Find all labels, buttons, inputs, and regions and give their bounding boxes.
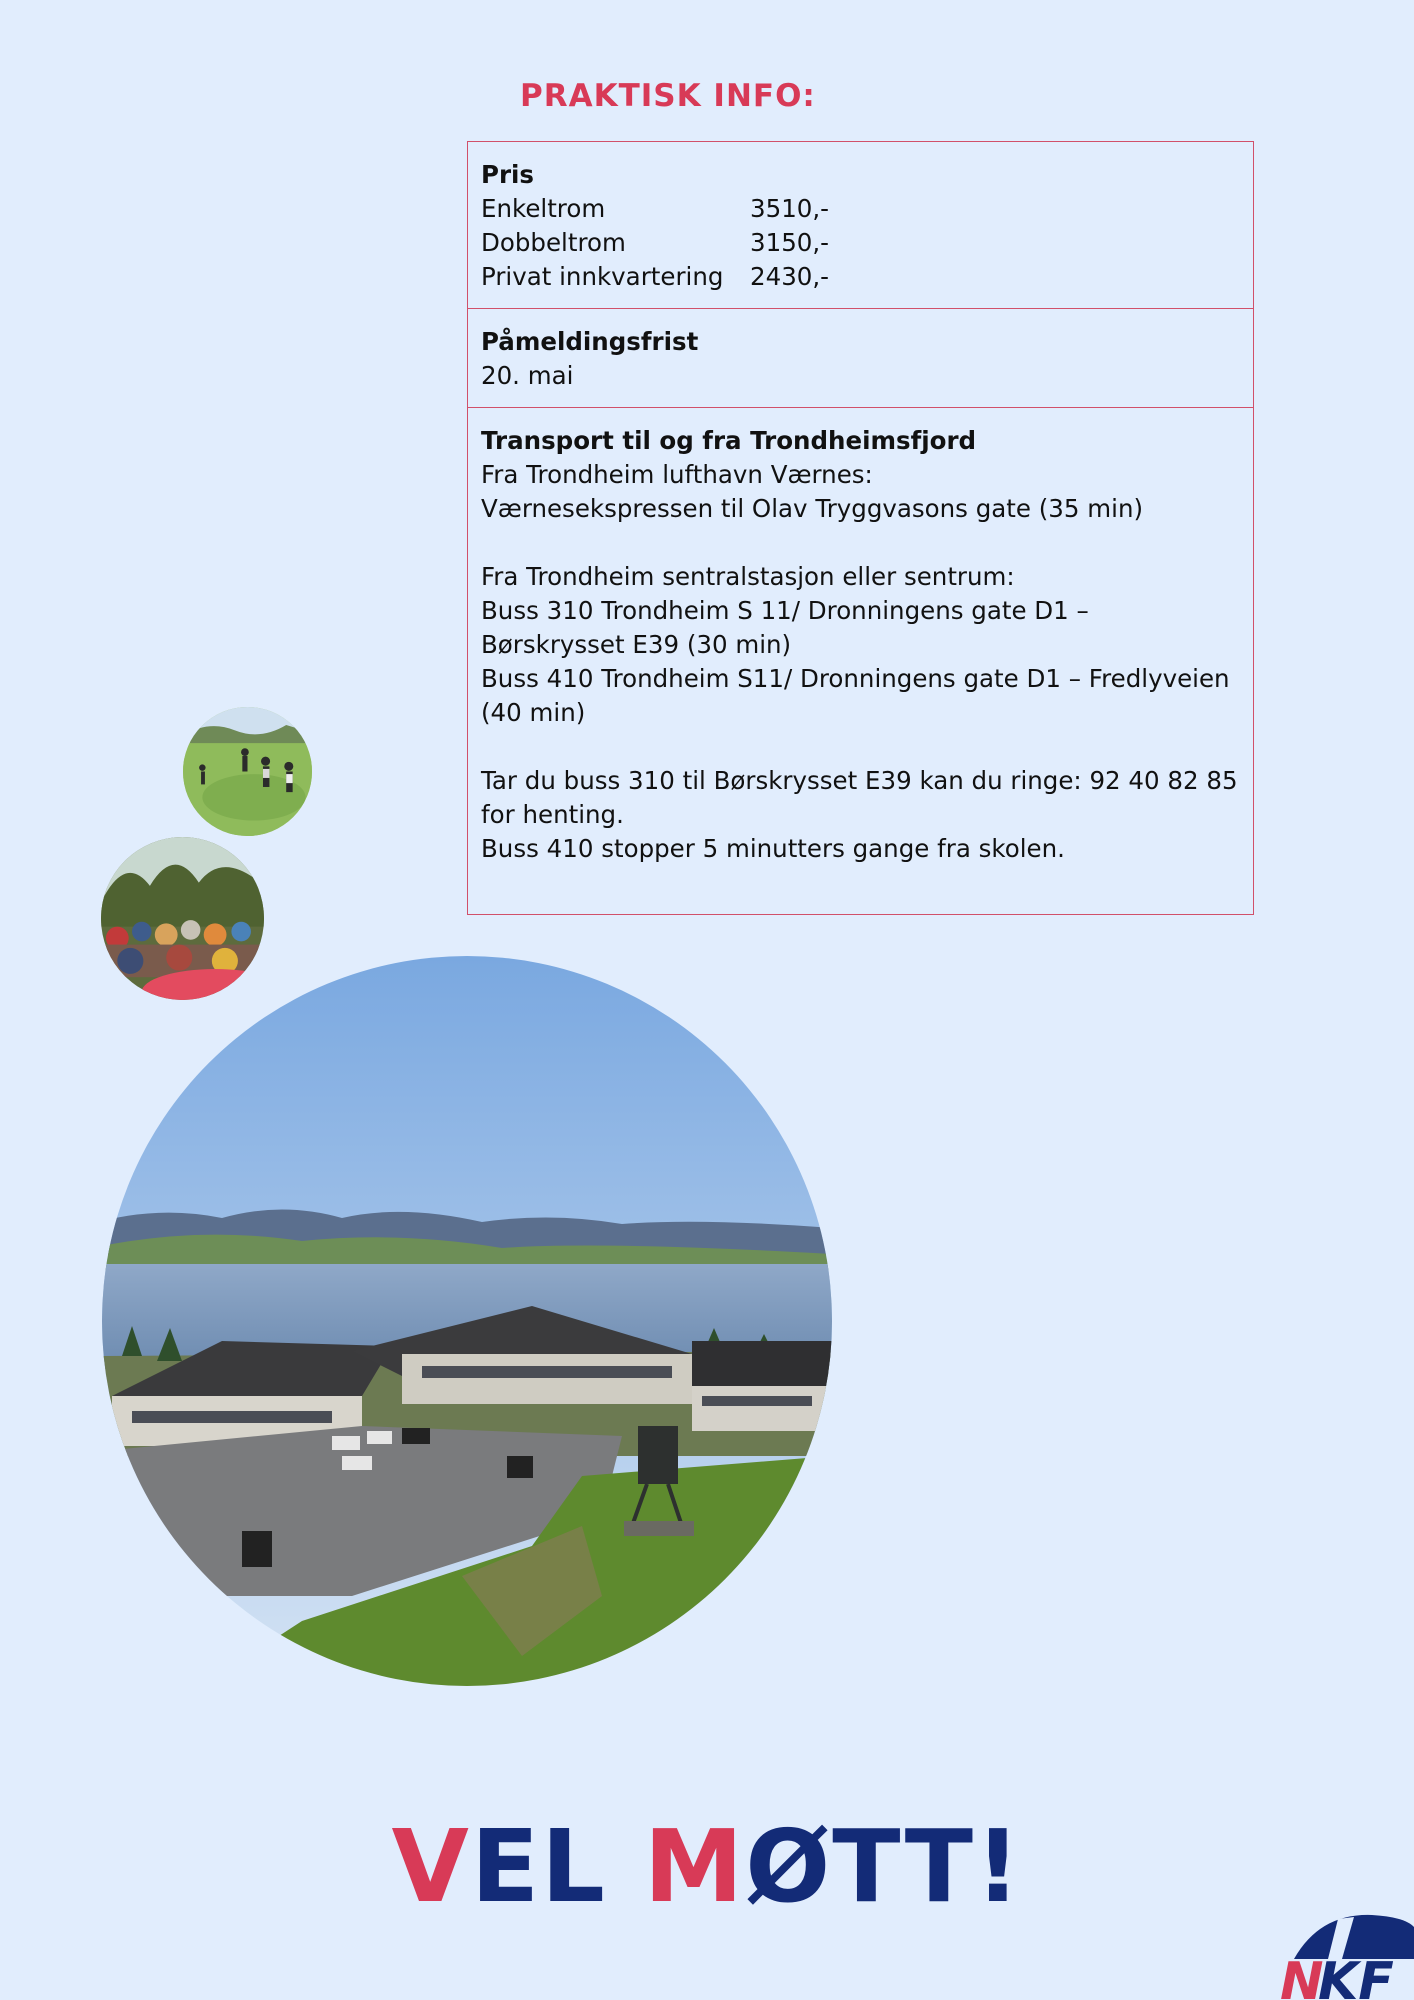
bus-310-line: Buss 310 Trondheim S 11/ Dronningens gate D1 – Børskrysset E39 (30 min) [481, 596, 1089, 659]
price-value: 3150,- [750, 228, 829, 257]
airport-heading: Fra Trondheim lufthavn Værnes: [481, 460, 873, 489]
pickup-note: Tar du buss 310 til Børskrysset E39 kan du ringe: 92 40 82 85 for henting. [481, 766, 1238, 829]
spacer [481, 730, 1240, 764]
price-value: 3510,- [750, 194, 829, 223]
price-row [481, 260, 1240, 294]
deadline-title: Påmeldingsfrist [481, 327, 699, 356]
price-title: Pris [481, 160, 535, 189]
transport-section [468, 408, 1253, 914]
welcome-el: EL [470, 1808, 644, 1925]
price-value: 2430,- [750, 262, 829, 291]
price-label: Enkeltrom [481, 194, 606, 223]
logo-n: N [1280, 1952, 1324, 2000]
price-section [468, 142, 1253, 309]
kids-photo [183, 707, 312, 836]
stop-note: Buss 410 stopper 5 minutters gange fra skolen. [481, 834, 1065, 863]
price-row [481, 226, 1240, 260]
logo-kf: KF [1318, 1952, 1394, 2000]
school-photo [102, 956, 832, 1686]
nkf-logo [1280, 1911, 1414, 2000]
welcome-v: V [391, 1808, 471, 1925]
bus-410-line: Buss 410 Trondheim S11/ Dronningens gate D1 – Fredlyveien (40 min) [481, 664, 1230, 727]
info-box [467, 141, 1254, 915]
welcome-text [0, 1808, 1414, 1925]
page-heading: PRAKTISK INFO: [520, 78, 816, 114]
airport-line: Værnesekspressen til Olav Tryggvasons gate (35 min) [481, 494, 1144, 523]
price-label: Privat innkvartering [481, 262, 724, 291]
price-row [481, 192, 1240, 226]
deadline-section [468, 309, 1253, 408]
spacer [481, 526, 1240, 560]
central-heading: Fra Trondheim sentralstasjon eller sentrum: [481, 562, 1015, 591]
price-label: Dobbeltrom [481, 228, 626, 257]
welcome-m: M [643, 1808, 746, 1925]
crowd-photo [101, 837, 264, 1000]
deadline-value: 20. mai [481, 361, 574, 390]
transport-title: Transport til og fra Trondheimsfjord [481, 426, 977, 455]
welcome-ott: ØTT! [745, 1808, 1023, 1925]
